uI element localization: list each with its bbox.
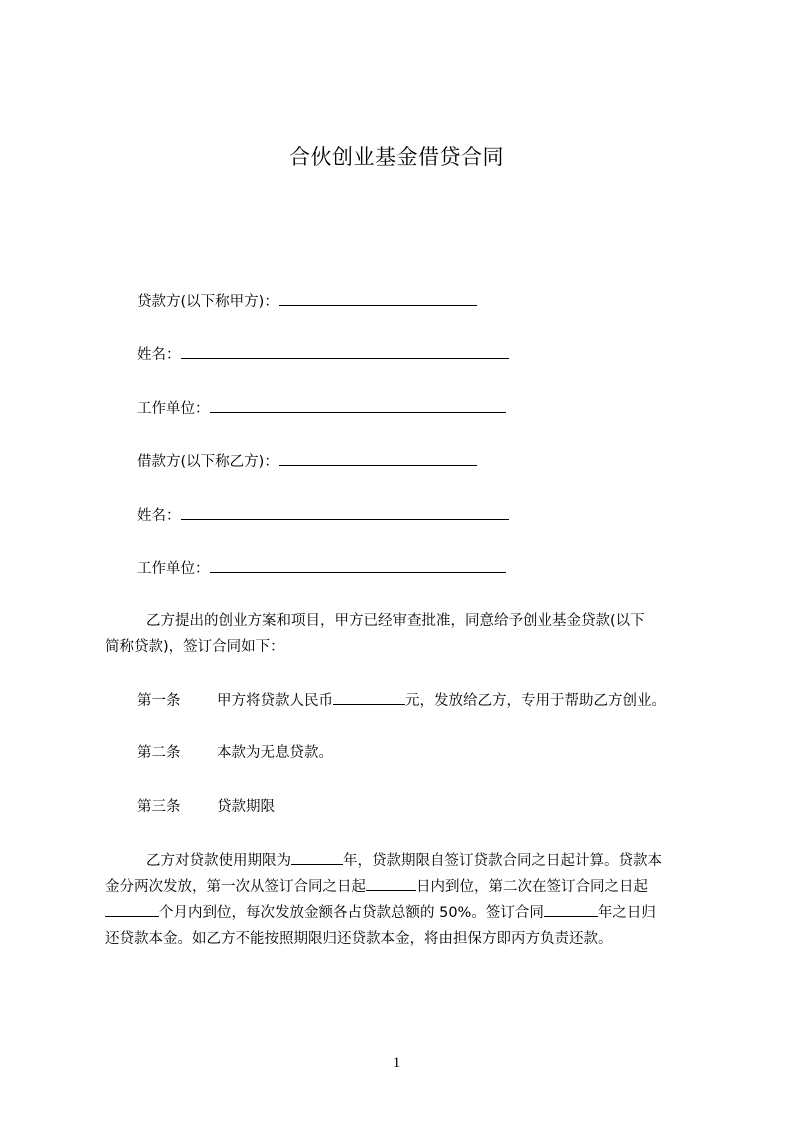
- lender-label: 贷款方(以下称甲方)：: [137, 294, 279, 310]
- borrower-label: 借款方(以下称乙方)：: [137, 454, 279, 470]
- borrower-name-blank: [181, 505, 509, 520]
- intro-line-2: 简称贷款)，签订合同如下：: [105, 639, 285, 655]
- lender-name-field: [137, 344, 509, 365]
- clause-1-amount-blank: [333, 690, 405, 705]
- term-line-3: [105, 900, 656, 926]
- clause-1-label: 第一条: [137, 693, 181, 709]
- clause-3-text: 贷款期限: [217, 799, 275, 815]
- term-line-1: [146, 848, 662, 874]
- term-line-2-b: 日内到位，第二次在签订合同之日起: [416, 879, 648, 895]
- clause-2-text: 本款为无息贷款。: [217, 745, 333, 761]
- term-years-blank: [291, 850, 343, 865]
- clause-1-text-b: 元，发放给乙方，专用于帮助乙方创业。: [405, 693, 666, 709]
- page-number: 1: [392, 1055, 401, 1071]
- lender-name-label: 姓名：: [137, 347, 181, 363]
- clause-3-label: 第三条: [137, 799, 181, 815]
- intro-line-1: 乙方提出的创业方案和项目，甲方已经审查批准，同意给予创业基金贷款(以下: [146, 613, 645, 629]
- borrower-work-field: [137, 558, 506, 579]
- term-days-blank: [366, 876, 416, 891]
- borrower-name-field: [137, 505, 509, 526]
- term-line-3-b: 年之日归: [597, 905, 656, 921]
- clause-1-text-a: 甲方将贷款人民币: [217, 693, 333, 709]
- borrower-blank: [279, 451, 477, 466]
- clause-3: [137, 797, 275, 817]
- lender-work-label: 工作单位：: [137, 401, 210, 417]
- borrower-name-label: 姓名：: [137, 508, 181, 524]
- term-months-blank: [105, 902, 159, 917]
- term-line-4: 还贷款本金。如乙方不能按照期限归还贷款本金，将由担保方即丙方负责还款。: [105, 931, 613, 947]
- lender-work-field: [137, 398, 506, 419]
- borrower-work-blank: [210, 558, 506, 573]
- clause-2: [137, 743, 333, 763]
- borrower-work-label: 工作单位：: [137, 561, 210, 577]
- document-title: 合伙创业基金借贷合同: [289, 145, 504, 169]
- lender-blank: [279, 291, 477, 306]
- clause-1: [137, 690, 666, 711]
- term-line-1-a: 乙方对贷款使用期限为: [146, 853, 291, 869]
- term-line-3-a: 个月内到位，每次发放金额各占贷款总额的 50%。签订合同: [159, 905, 544, 921]
- term-return-years-blank: [544, 902, 598, 917]
- clause-2-label: 第二条: [137, 745, 181, 761]
- lender-work-blank: [210, 398, 506, 413]
- lender-name-blank: [181, 344, 509, 359]
- term-line-1-b: 年，贷款期限自签订贷款合同之日起计算。贷款本: [343, 853, 662, 869]
- term-line-2-a: 金分两次发放，第一次从签订合同之日起: [105, 879, 366, 895]
- borrower-field: [137, 451, 477, 472]
- term-line-2: [105, 874, 648, 900]
- lender-field: [137, 291, 477, 312]
